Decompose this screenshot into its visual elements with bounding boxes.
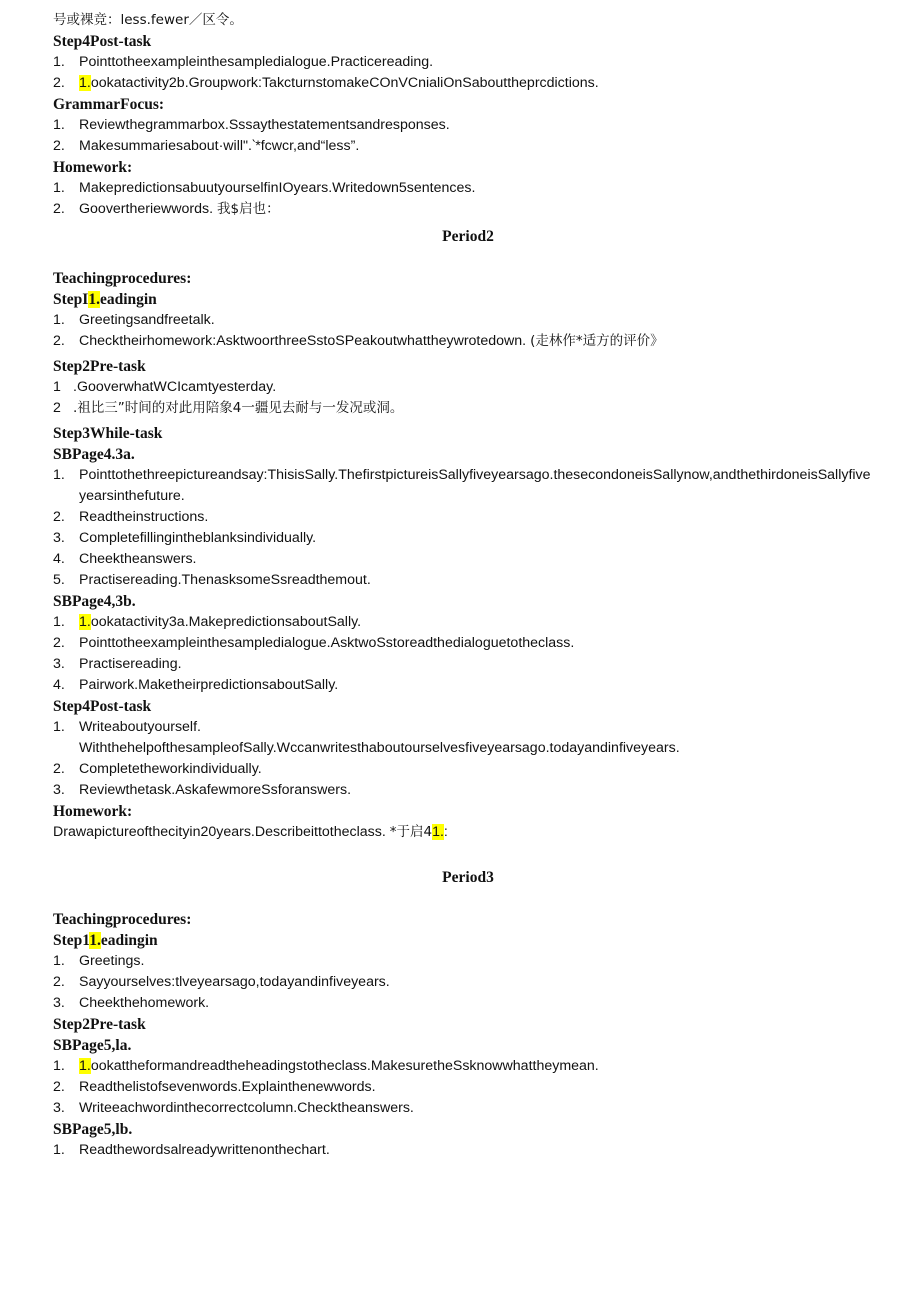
list-item: 1. Pointtothethreepictureandsay:ThisisSally.ThefirstpictureisSallyfiveyearsago.thesecondoneisSallynow,andthethirdoneisSallyfiveyearsinthefuture. [53, 467, 871, 504]
step2-heading: Step2Pre-task [53, 1016, 146, 1033]
sb-page4-3b-heading: SBPage4,3b. [53, 593, 136, 610]
list-item: 2. Checktheirhomework:AsktwoorthreeSstoSPeakoutwhattheywrotedown. (走林作*适方的评价》 [53, 333, 664, 349]
teaching-procedures-heading: Teachingprocedures: [53, 270, 192, 287]
list-item: 2. 1.ookatactivity2b.Groupwork:TakcturnstomakeCOnVCnialiOnSabouttheprcdictions. [53, 75, 599, 91]
list-item: 3. Cheekthehomework. [53, 995, 210, 1011]
list-item: 5. Practisereading.ThenasksomeSsreadthemout. [53, 572, 371, 588]
list-item-continuation: WiththehelpofthesampleofSally.Wccanwritesthaboutourselvesfiveyearsago.todayandinfiveyears. [79, 740, 680, 756]
list-item: 1. Reviewthegrammarbox.Sssaythestatementsandresponses. [53, 117, 450, 133]
list-item: 3. Practisereading. [53, 656, 182, 672]
step4-heading: Step4Post-task [53, 33, 152, 50]
list-item: 4. Pairwork.MaketheirpredictionsaboutSally. [53, 677, 339, 693]
list-item: 1. 1.ookatactivity3a.MakepredictionsaboutSally. [53, 614, 362, 630]
list-item: 1. Readthewordsalreadywrittenonthechart. [53, 1142, 330, 1158]
period2-title: Period2 [442, 228, 494, 245]
grammar-focus-heading: GrammarFocus: [53, 96, 165, 113]
homework-heading: Homework: [53, 159, 133, 176]
list-item: 2. Goovertheriewwords. 我$启也： [53, 201, 280, 217]
list-item: 1. Greetingsandfreetalk. [53, 312, 215, 328]
list-item: 2. Readthelistofsevenwords.Explainthenewwords. [53, 1079, 376, 1095]
list-item: 4. Cheektheanswers. [53, 551, 197, 567]
list-item: 3. Reviewthetask.AskafewmoreSsforanswers. [53, 782, 352, 798]
step1-heading: Step11.eadingin [53, 932, 158, 949]
period3-title: Period3 [442, 869, 494, 886]
list-item: 3. Completefillingintheblanksindividually. [53, 530, 317, 546]
sb-page4-3a-heading: SBPage4.3a. [53, 446, 135, 463]
step4-heading: Step4Post-task [53, 698, 152, 715]
homework-heading: Homework: [53, 803, 133, 820]
list-item: 1. Pointtotheexampleinthesampledialogue.Practicereading. [53, 54, 434, 70]
teaching-procedures-heading: Teachingprocedures: [53, 911, 192, 928]
sb-page5-1a-heading: SBPage5,la. [53, 1037, 132, 1054]
list-item: 1. 1.ookattheformandreadtheheadingstotheclass.MakesuretheSsknowwhattheymean. [53, 1058, 599, 1074]
step3-heading: Step3While-task [53, 425, 163, 442]
list-item: 2 .祖比三”时间的对此用陪象4一疆见去耐与一发况或洞。 [53, 400, 404, 416]
list-item: 2. Sayyourselves:tlveyearsago,todayandinfiveyears. [53, 974, 390, 990]
list-item: 2. Pointtotheexampleinthesampledialogue.AsktwoSstoreadthedialoguetotheclass. [53, 635, 575, 651]
list-item: 2. Makesummariesabout·will".‵*fcwcr,and“less”. [53, 138, 360, 154]
list-item: 2. Completetheworkindividually. [53, 761, 262, 777]
list-item: 1. MakepredictionsabuutyourselfinIOyears.Writedown5sentences. [53, 180, 476, 196]
sb-page5-1b-heading: SBPage5,lb. [53, 1121, 133, 1138]
list-item: 1. Greetings. [53, 953, 145, 969]
step1-heading: StepI1.eadingin [53, 291, 157, 308]
homework-text: Drawapictureofthecityin20years.Describeittotheclass. *于启41.: [53, 824, 448, 840]
document-page [53, 10, 883, 1161]
highlight: 1. [79, 75, 91, 91]
step2-heading: Step2Pre-task [53, 358, 146, 375]
top-fragment: 号或裸竞：less.fewer／区令。 [53, 12, 243, 28]
list-item: 2. Readtheinstructions. [53, 509, 209, 525]
list-item: 1 .GooverwhatWCIcamtyesterday. [53, 379, 277, 395]
list-item: 3. Writeeachwordinthecorrectcolumn.Checktheanswers. [53, 1100, 414, 1116]
list-item: 1. Writeaboutyourself. [53, 719, 201, 735]
